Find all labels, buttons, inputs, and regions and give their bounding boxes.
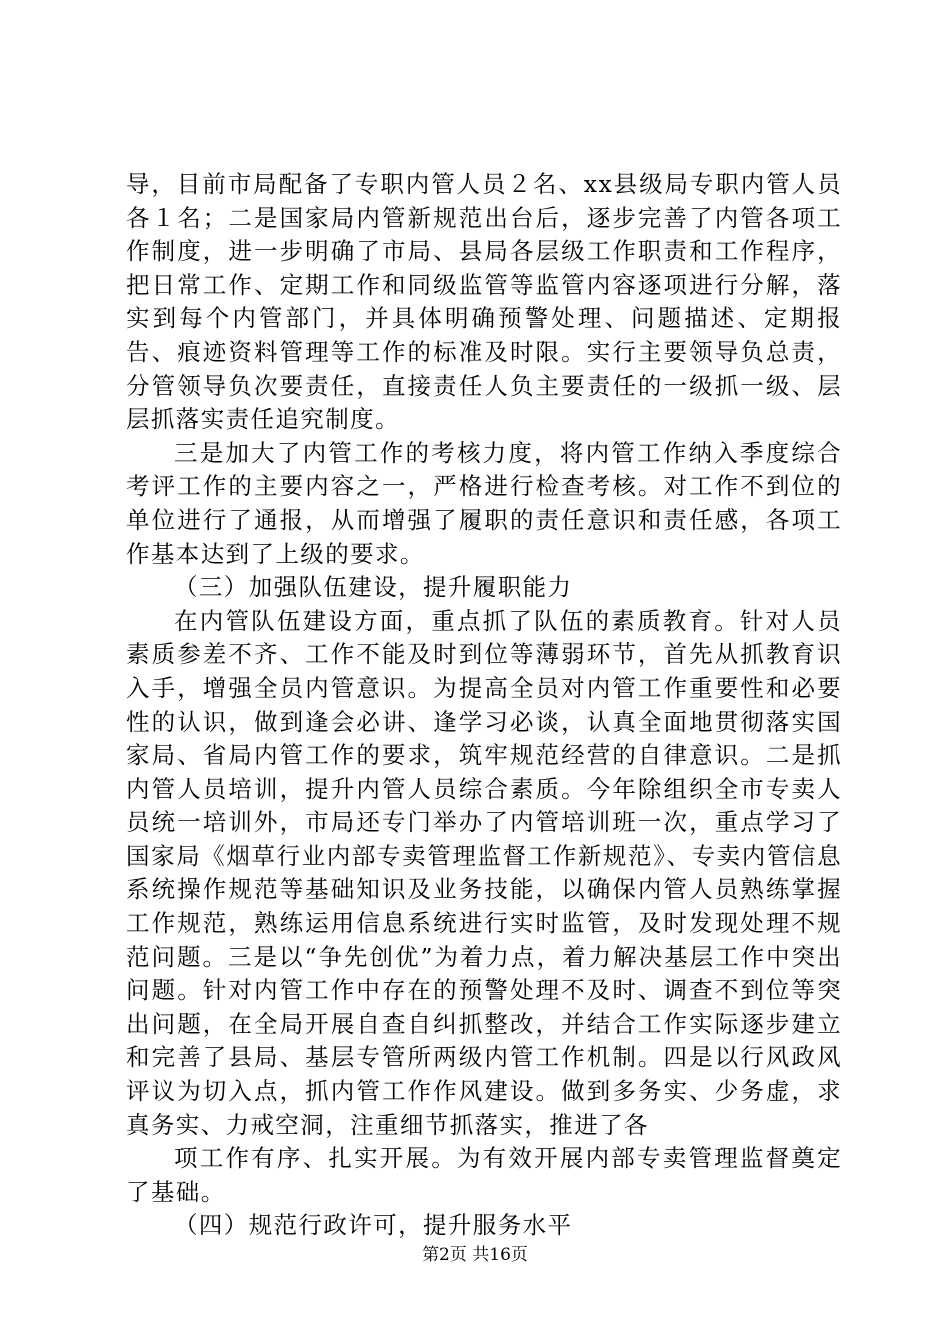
section-heading-administrative-license: （四）规范行政许可，提升服务水平 <box>174 1211 573 1240</box>
paragraph-team-building: 在内管队伍建设方面，重点抓了队伍的素质教育。针对人员素质参差不齐、工作不能及时到位等薄弱环节，首先从抓教育识入手，增强全员内管意识。为提高全员对内管工作重要性和必要性的认识，做到逢会必讲、逢学习必谈，认真全面地贯彻落实国家局、省局内管工作的要求，筑牢规范经营的自律意识。二是抓内管人员培训，提升内管人员综合素质。今年除组织全市专卖人员统一培训外，市局还专门举办了内管培训班一次，重点学习了国家局《烟草行业内部专卖管理监督工作新规范》、专卖内管信息系统操作规范等基础知识及业务技能，以确保内管人员熟练掌握工作规范，熟练运用信息系统进行实时监管，及时发现处理不规范问题。三是以“争先创优”为着力点，着力解决基层工作中突出问题。针对内管工作中存在的预警处理不及时、调查不到位等突出问题，在全局开展自查自纠抓整改，并结合工作实际逐步建立和完善了县局、基层专管所两级内管工作机制。四是以行风政风评议为切入点，抓内管工作作风建设。做到多务实、少务虚，求真务实、力戒空洞，注重细节抓落实，推进了各 <box>126 606 842 1139</box>
paragraph-continuation: 导，目前市局配备了专职内管人员２名、xx县级局专职内管人员各１名；二是国家局内管新规范出台后，逐步完善了内管各项工作制度，进一步明确了市局、县局各层级工作职责和工作程序，把日常工作、定期工作和同级监管等监管内容逐项进行分解，落实到每个内管部门，并具体明确预警处理、问题描述、定期报告、痕迹资料管理等工作的标准及时限。实行主要领导负总责，分管领导负次要责任，直接责任人负主要责任的一级抓一级、层层抓落实责任追究制度。 <box>126 170 842 434</box>
paragraph-assessment: 三是加大了内管工作的考核力度，将内管工作纳入季度综合考评工作的主要内容之一，严格进行检查考核。对工作不到位的单位进行了通报，从而增强了履职的责任意识和责任感，各项工作基本达到了上级的要求。 <box>126 438 842 568</box>
paragraph-work-progress: 项工作有序、扎实开展。为有效开展内部专卖管理监督奠定了基础。 <box>126 1144 842 1206</box>
section-heading-team-building: （三）加强队伍建设，提升履职能力 <box>174 573 573 602</box>
page-footer: 第2页 共16页 <box>422 1245 528 1265</box>
document-body <box>126 168 842 1243</box>
